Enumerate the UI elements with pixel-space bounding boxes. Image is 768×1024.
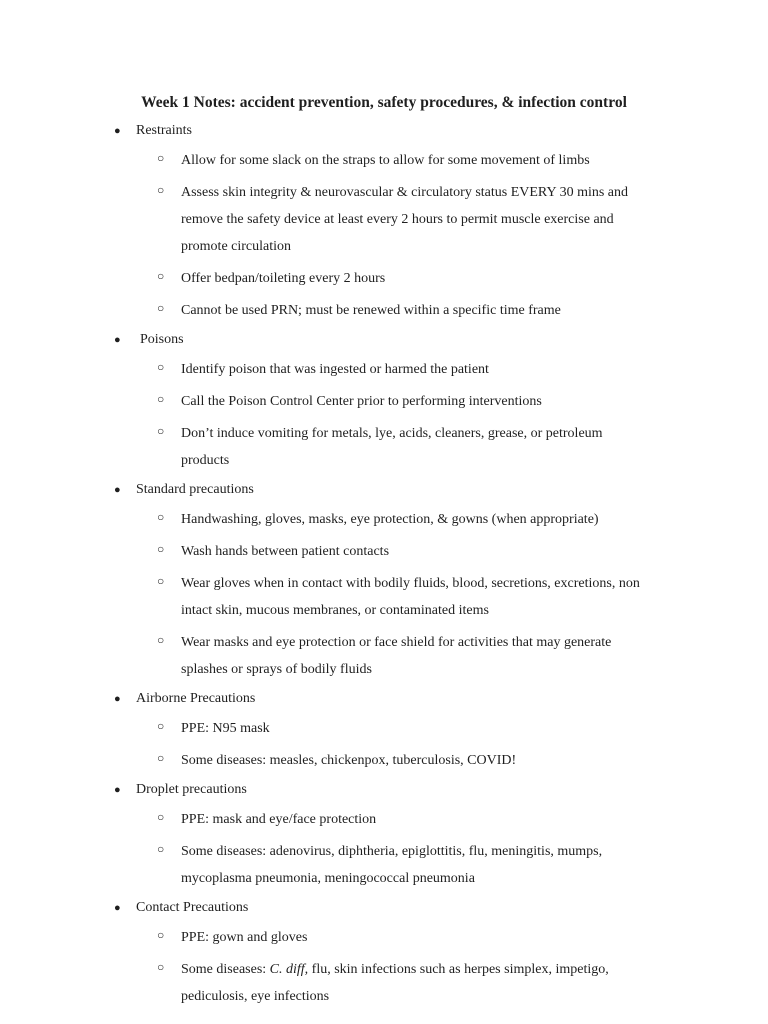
bullet-icon: ● [114, 902, 121, 914]
circle-bullet-icon: ○ [157, 183, 165, 197]
circle-bullet-icon: ○ [157, 633, 165, 647]
spacer [0, 1010, 768, 1015]
sub-item-text [181, 747, 691, 774]
sub-list-item [0, 533, 768, 565]
sub-list-item [0, 919, 768, 951]
sub-list-item [0, 142, 768, 174]
sub-item-text [181, 956, 691, 1010]
sub-list-item [0, 415, 768, 474]
sub-item-text [181, 420, 691, 474]
text-line: PPE: gown and gloves [181, 930, 308, 945]
circle-bullet-icon: ○ [157, 269, 165, 283]
list-item [0, 479, 768, 683]
sub-item-text [181, 715, 691, 742]
italic-term: C. diff, [269, 962, 309, 977]
sub-list-item [0, 624, 768, 683]
circle-bullet-icon: ○ [157, 392, 165, 406]
bullet-icon: ● [114, 784, 121, 796]
section-heading: Restraints [136, 123, 192, 138]
sub-item-text [181, 356, 691, 383]
text-line: Allow for some slack on the straps to allow for some movement of limbs [181, 153, 590, 168]
circle-bullet-icon: ○ [157, 574, 165, 588]
text-line: Offer bedpan/toileting every 2 hours [181, 271, 386, 286]
sub-list-item [0, 742, 768, 774]
sub-list-item [0, 501, 768, 533]
bullet-icon: ● [114, 125, 121, 137]
text-line: mycoplasma pneumonia, meningococcal pneumonia [181, 871, 475, 886]
circle-bullet-icon: ○ [157, 751, 165, 765]
sub-item-text [181, 629, 691, 683]
section-heading: Standard precautions [136, 482, 254, 497]
section-heading: Contact Precautions [136, 900, 249, 915]
bullet-icon: ● [114, 484, 121, 496]
sub-item-text [181, 147, 691, 174]
sub-list-item [0, 351, 768, 383]
sub-item-text [181, 265, 691, 292]
text-line: Wear gloves when in contact with bodily fluids, blood, secretions, excretions, non [181, 576, 640, 591]
notes-list [0, 120, 768, 1015]
page-title: Week 1 Notes: accident prevention, safety procedures, & infection control [141, 94, 627, 111]
list-item [0, 779, 768, 892]
sub-list-item [0, 292, 768, 324]
bullet-icon: ● [114, 334, 121, 346]
text-line: pediculosis, eye infections [181, 989, 330, 1004]
sub-item-text [181, 538, 691, 565]
sub-item-text [181, 506, 691, 533]
sub-list-item [0, 801, 768, 833]
sub-list-item [0, 833, 768, 892]
list-item [0, 120, 768, 324]
circle-bullet-icon: ○ [157, 424, 165, 438]
sub-item-text [181, 838, 691, 892]
sub-item-text [181, 297, 691, 324]
circle-bullet-icon: ○ [157, 928, 165, 942]
circle-bullet-icon: ○ [157, 151, 165, 165]
list-item [0, 329, 768, 474]
text-line: Identify poison that was ingested or harmed the patient [181, 362, 489, 377]
text-line: Handwashing, gloves, masks, eye protection, & gowns (when appropriate) [181, 512, 599, 527]
sub-list-item [0, 174, 768, 260]
text-line [181, 956, 691, 983]
text-line: promote circulation [181, 239, 292, 254]
text-line: Cannot be used PRN; must be renewed within a specific time frame [181, 303, 561, 318]
text-line: remove the safety device at least every 2 hours to permit muscle exercise and [181, 212, 614, 227]
text-fragment: flu, skin infections such as herpes simplex, impetigo, [308, 962, 609, 977]
text-line: Some diseases: measles, chickenpox, tuberculosis, COVID! [181, 753, 517, 768]
text-line: Don’t induce vomiting for metals, lye, acids, cleaners, grease, or petroleum [181, 426, 603, 441]
sub-list-item [0, 565, 768, 624]
sub-item-text [181, 388, 691, 415]
circle-bullet-icon: ○ [157, 542, 165, 556]
bullet-icon: ● [114, 693, 121, 705]
sub-list-item [0, 260, 768, 292]
text-line: PPE: mask and eye/face protection [181, 812, 377, 827]
sub-item-text [181, 924, 691, 951]
section-heading: Droplet precautions [136, 782, 247, 797]
sub-item-text [181, 179, 691, 260]
text-line: Wear masks and eye protection or face shield for activities that may generate [181, 635, 612, 650]
circle-bullet-icon: ○ [157, 360, 165, 374]
text-line: PPE: N95 mask [181, 721, 270, 736]
sub-list-item [0, 710, 768, 742]
text-line: splashes or sprays of bodily fluids [181, 662, 372, 677]
list-item [0, 897, 768, 1010]
section-heading: Airborne Precautions [136, 691, 256, 706]
text-line: Some diseases: adenovirus, diphtheria, epiglottitis, flu, meningitis, mumps, [181, 844, 603, 859]
text-line: Wash hands between patient contacts [181, 544, 390, 559]
sub-item-text [181, 570, 691, 624]
circle-bullet-icon: ○ [157, 510, 165, 524]
section-heading: Poisons [140, 332, 184, 347]
text-line: products [181, 453, 230, 468]
sub-item-text [181, 806, 691, 833]
circle-bullet-icon: ○ [157, 719, 165, 733]
sub-list-item [0, 383, 768, 415]
list-item [0, 688, 768, 774]
text-fragment: Some diseases: [181, 962, 270, 977]
circle-bullet-icon: ○ [157, 810, 165, 824]
circle-bullet-icon: ○ [157, 842, 165, 856]
circle-bullet-icon: ○ [157, 960, 165, 974]
sub-list-item [0, 951, 768, 1010]
circle-bullet-icon: ○ [157, 301, 165, 315]
text-line: Call the Poison Control Center prior to performing interventions [181, 394, 542, 409]
text-line: Assess skin integrity & neurovascular & circulatory status EVERY 30 mins and [181, 185, 629, 200]
text-line: intact skin, mucous membranes, or contaminated items [181, 603, 489, 618]
